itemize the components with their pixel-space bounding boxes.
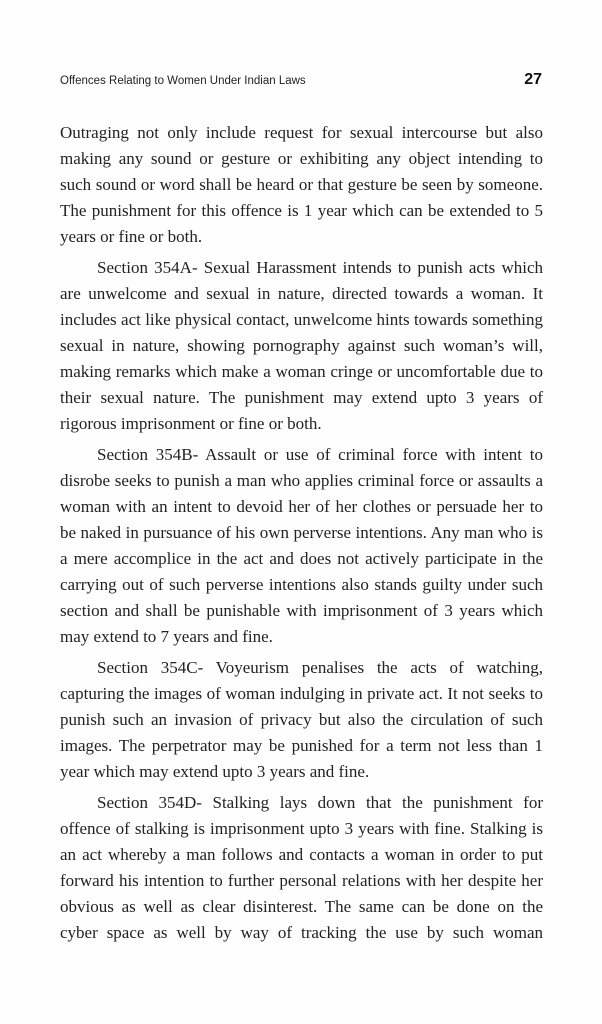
paragraph-section-354c: Section 354C- Voyeurism penalises the acts of watching, capturing the images of woman indulging in private act. It not seeks to punish such an invasion of privacy but also the circulation of such images. The perpetrator may be punished for a term not less than 1 year which may extend upto 3 years and fine. [60, 658, 543, 781]
running-header [60, 72, 542, 92]
body-text [60, 120, 543, 946]
page-number: 27 [524, 71, 542, 88]
paragraph-section-354a: Section 354A- Sexual Harassment intends to punish acts which are unwelcome and sexual in nature, directed towards a woman. It includes act like physical contact, unwelcome hints towards something sexual in nature, showing pornography against such woman’s will, making remarks which make a woman cringe or uncomfortable due to their sexual nature. The punishment may extend upto 3 years of rigorous imprisonment or fine or both. [60, 258, 543, 433]
paragraph-section-354d: Section 354D- Stalking lays down that the punishment for offence of stalking is imprisonment upto 3 years with fine. Stalking is an act whereby a man follows and contacts a woman in order to put forward his intention to further personal relations with her despite her obvious as well as clear disinterest. The same can be done on the cyber space as well by way of tracking the use by such woman [60, 793, 543, 942]
paragraph-outraging-modesty: Outraging not only include request for sexual intercourse but also making any sound or gesture or exhibiting any object intending to such sound or word shall be heard or that gesture be seen by someone. The punishment for this offence is 1 year which can be extended to 5 years or fine or both. [60, 123, 543, 246]
header-title: Offences Relating to Women Under Indian Laws [60, 75, 306, 87]
paragraph-section-354b: Section 354B- Assault or use of criminal force with intent to disrobe seeks to punish a man who applies criminal force or assaults a woman with an intent to devoid her of her clothes or persuade her to be naked in pursuance of his own perverse intentions. Any man who is a mere accomplice in the act and does not actively participate in the carrying out of such perverse intentions also stands guilty under such section and shall be punishable with imprisonment of 3 years which may extend to 7 years and fine. [60, 445, 543, 646]
